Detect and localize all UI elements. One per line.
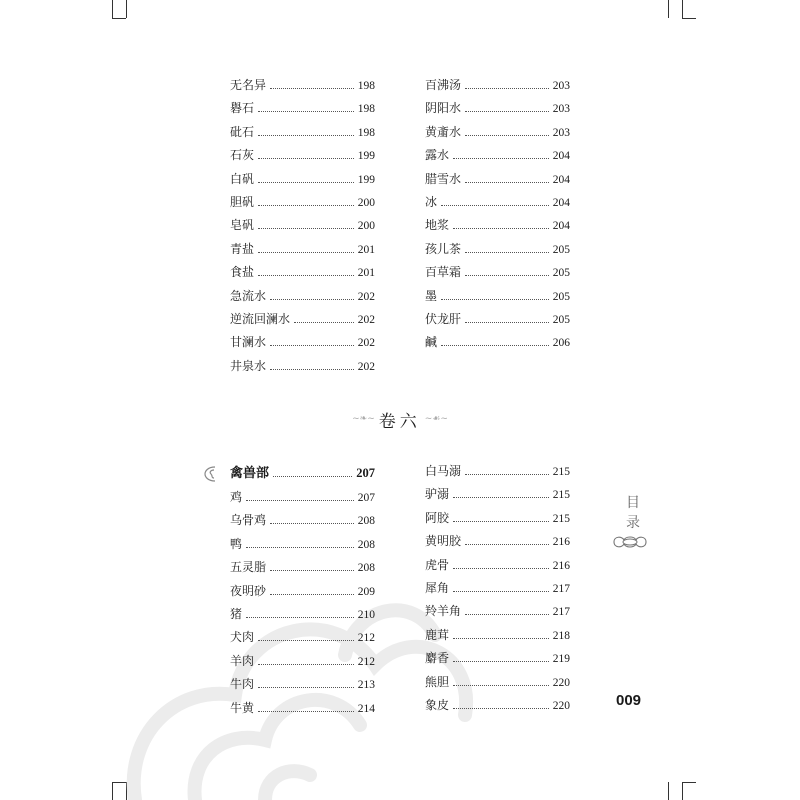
toc-entry-name: 象皮	[425, 697, 450, 712]
toc-entry-name: 熊胆	[425, 674, 450, 689]
toc-entry-page: 208	[357, 515, 375, 528]
toc-entry-name: 白马溺	[425, 464, 462, 478]
toc-entry-name: 羊肉	[230, 653, 255, 668]
toc-entry-page: 215	[552, 489, 570, 502]
toc-entry	[425, 532, 570, 555]
toc-entry-page: 204	[552, 173, 570, 186]
toc-entry-name: 腊雪水	[425, 171, 462, 186]
toc-entry-name: 犬肉	[230, 630, 255, 645]
toc-entry-page: 205	[552, 243, 570, 256]
toc-entry-page: 218	[552, 629, 570, 642]
leader-dots	[258, 182, 354, 183]
toc-entry-page: 205	[552, 267, 570, 280]
toc-entry-page: 198	[357, 80, 375, 92]
toc-entry-page: 203	[552, 80, 570, 92]
leader-dots	[258, 228, 354, 229]
toc-entry-page: 204	[552, 196, 570, 209]
toc-entry	[425, 263, 570, 286]
leader-dots	[465, 111, 549, 112]
leader-dots	[270, 299, 354, 300]
toc-column-top-right	[425, 76, 570, 357]
toc-entry-page: 198	[357, 103, 375, 116]
toc-entry	[230, 511, 375, 534]
leader-dots	[465, 252, 549, 253]
toc-entry-page: 207	[357, 492, 375, 504]
toc-entry	[425, 99, 570, 122]
leader-dots	[258, 252, 354, 253]
toc-entry-name: 伏龙肝	[425, 311, 462, 326]
toc-entry	[230, 628, 375, 651]
toc-entry-name: 五灵脂	[230, 560, 267, 575]
leader-dots	[465, 614, 549, 615]
toc-entry-page: 209	[357, 585, 375, 598]
side-ornament-icon	[610, 534, 650, 550]
toc-entry-page: 198	[357, 126, 375, 139]
leader-dots	[258, 711, 354, 712]
toc-entry-page: 203	[552, 103, 570, 116]
toc-entry-name: 鹹	[425, 335, 438, 350]
leader-dots	[270, 345, 354, 346]
toc-entry	[425, 216, 570, 239]
leader-dots	[453, 497, 549, 498]
leader-dots	[270, 369, 354, 370]
toc-entry	[230, 605, 375, 628]
toc-entry-name: 黄齑水	[425, 124, 462, 139]
toc-entry-name: 急流水	[230, 288, 267, 303]
toc-entry-name: 鹿茸	[425, 627, 450, 642]
toc-entry-page: 214	[357, 702, 375, 715]
toc-column-bottom-left	[230, 462, 375, 722]
leader-dots	[465, 544, 549, 545]
toc-entry-name: 牛黄	[230, 700, 255, 715]
toc-entry-name: 夜明砂	[230, 583, 267, 598]
leader-dots	[465, 135, 549, 136]
category-head-icon	[202, 464, 222, 484]
toc-entry-page: 201	[357, 267, 375, 280]
toc-entry-name: 青盐	[230, 241, 255, 256]
leader-dots	[453, 158, 549, 159]
toc-entry-name: 食盐	[230, 265, 255, 280]
toc-entry-name: 猪	[230, 606, 243, 621]
leader-dots	[453, 708, 549, 709]
leader-dots	[441, 299, 549, 300]
toc-entry	[230, 193, 375, 216]
toc-entry	[425, 76, 570, 99]
toc-entry-page: 206	[552, 337, 570, 350]
leader-dots	[453, 521, 549, 522]
toc-entry-page: 212	[357, 655, 375, 668]
toc-entry-page: 200	[357, 196, 375, 209]
page-number: 009	[616, 692, 642, 709]
toc-entry	[230, 558, 375, 581]
toc-entry-name: 墨	[425, 288, 438, 303]
toc-entry-page: 212	[357, 632, 375, 645]
toc-entry-name: 乌骨鸡	[230, 513, 267, 528]
toc-entry	[230, 99, 375, 122]
toc-entry-name: 无名异	[230, 78, 267, 92]
toc-entry-name: 逆流回澜水	[230, 311, 291, 326]
leader-dots	[441, 345, 549, 346]
toc-entry-name: 砒石	[230, 124, 255, 139]
leader-dots	[258, 687, 354, 688]
leader-dots	[453, 638, 549, 639]
toc-entry-page: 216	[552, 559, 570, 572]
leader-dots	[246, 617, 354, 618]
toc-entry-name: 甘澜水	[230, 335, 267, 350]
toc-entry	[230, 240, 375, 263]
section-title-text: 卷六	[378, 411, 421, 432]
toc-entry-name: 石灰	[230, 148, 255, 163]
toc-entry-name: 百沸汤	[425, 78, 462, 92]
toc-entry-name: 驴溺	[425, 487, 450, 502]
leader-dots	[258, 111, 354, 112]
toc-entry-name: 虎骨	[425, 557, 450, 572]
toc-entry-name: 百草霜	[425, 265, 462, 280]
toc-entry-name: 礜石	[230, 101, 255, 116]
toc-entry	[230, 263, 375, 286]
leader-dots	[258, 640, 354, 641]
toc-entry	[425, 287, 570, 310]
leader-dots	[453, 591, 549, 592]
leader-dots	[270, 570, 354, 571]
toc-entry-name: 孩儿茶	[425, 241, 462, 256]
leader-dots	[453, 228, 549, 229]
leader-dots	[258, 664, 354, 665]
toc-entry	[425, 579, 570, 602]
toc-entry-page: 210	[357, 608, 375, 621]
toc-entry-page: 199	[357, 173, 375, 186]
toc-entry	[230, 582, 375, 605]
leader-dots	[453, 568, 549, 569]
toc-entry	[425, 333, 570, 356]
toc-entry-name: 鸭	[230, 536, 243, 551]
toc-entry-name: 麝香	[425, 651, 450, 666]
leader-dots	[270, 88, 354, 89]
toc-entry-page: 204	[552, 150, 570, 163]
toc-entry	[425, 170, 570, 193]
toc-entry	[230, 146, 375, 169]
toc-entry	[230, 170, 375, 193]
toc-entry	[425, 310, 570, 333]
toc-entry	[230, 287, 375, 310]
leader-dots	[465, 182, 549, 183]
title-ornament-left-icon: ~❧~	[352, 414, 375, 424]
toc-entry-page: 204	[552, 220, 570, 233]
toc-entry-name: 阿胶	[425, 510, 450, 525]
toc-entry	[230, 357, 375, 380]
leader-dots	[465, 322, 549, 323]
toc-entry	[230, 333, 375, 356]
toc-entry	[425, 673, 570, 696]
leader-dots	[246, 500, 354, 501]
leader-dots	[453, 661, 549, 662]
toc-entry-page: 202	[357, 290, 375, 303]
toc-entry-page: 207	[356, 466, 375, 480]
leader-dots	[441, 205, 549, 206]
toc-entry-page: 202	[357, 337, 375, 350]
toc-entry	[230, 535, 375, 558]
toc-entry-name: 羚羊角	[425, 604, 462, 619]
toc-entry	[230, 675, 375, 698]
toc-entry-name: 冰	[425, 194, 438, 209]
toc-entry-page: 208	[357, 562, 375, 575]
toc-entry	[230, 699, 375, 722]
leader-dots	[270, 523, 354, 524]
toc-entry-page: 200	[357, 220, 375, 233]
toc-entry-name: 鸡	[230, 490, 243, 504]
toc-entry	[425, 626, 570, 649]
toc-entry	[230, 216, 375, 239]
leader-dots	[465, 275, 549, 276]
leader-dots	[273, 476, 352, 477]
toc-entry-page: 208	[357, 538, 375, 551]
title-ornament-right-icon: ~☙~	[424, 414, 448, 424]
toc-entry-name: 白矾	[230, 171, 255, 186]
leader-dots	[465, 474, 549, 475]
toc-entry	[425, 240, 570, 263]
toc-entry-page: 217	[552, 606, 570, 619]
toc-entry-name: 胆矾	[230, 194, 255, 209]
leader-dots	[258, 158, 354, 159]
toc-entry	[425, 509, 570, 532]
toc-entry-name: 黄明胶	[425, 534, 462, 549]
toc-column-top-left	[230, 76, 375, 380]
toc-entry	[230, 488, 375, 511]
toc-entry	[425, 696, 570, 719]
toc-entry	[425, 602, 570, 625]
toc-entry-page: 202	[357, 360, 375, 373]
toc-entry	[425, 193, 570, 216]
toc-entry-name: 禽兽部	[230, 466, 270, 481]
toc-entry	[230, 123, 375, 146]
toc-entry	[425, 649, 570, 672]
leader-dots	[258, 275, 354, 276]
leader-dots	[258, 135, 354, 136]
toc-entry-page: 219	[552, 653, 570, 666]
toc-entry-name: 牛肉	[230, 677, 255, 692]
toc-column-bottom-right	[425, 462, 570, 719]
toc-entry-name: 皂矾	[230, 218, 255, 233]
leader-dots	[246, 547, 354, 548]
toc-entry-page: 220	[552, 676, 570, 689]
section-title	[330, 405, 470, 433]
toc-entry-name: 井泉水	[230, 358, 267, 373]
leader-dots	[258, 205, 354, 206]
toc-entry-page: 199	[357, 150, 375, 163]
toc-category-heading	[230, 462, 375, 488]
toc-entry-page: 216	[552, 536, 570, 549]
toc-entry-page: 203	[552, 126, 570, 139]
toc-entry	[230, 652, 375, 675]
toc-entry-page: 205	[552, 290, 570, 303]
side-label-contents: 目录	[626, 495, 640, 531]
toc-entry-page: 202	[357, 313, 375, 326]
leader-dots	[270, 594, 354, 595]
leader-dots	[465, 88, 549, 89]
toc-entry-name: 阴阳水	[425, 101, 462, 116]
toc-entry-page: 217	[552, 582, 570, 595]
leader-dots	[453, 685, 549, 686]
toc-entry-name: 犀角	[425, 580, 450, 595]
toc-entry	[425, 123, 570, 146]
toc-entry	[230, 310, 375, 333]
leader-dots	[294, 322, 354, 323]
toc-entry-page: 205	[552, 313, 570, 326]
toc-entry-name: 露水	[425, 148, 450, 163]
toc-entry-page: 215	[552, 466, 570, 478]
toc-entry	[425, 485, 570, 508]
toc-entry	[230, 76, 375, 99]
toc-entry-name: 地浆	[425, 218, 450, 233]
toc-entry-page: 201	[357, 243, 375, 256]
toc-entry-page: 215	[552, 512, 570, 525]
toc-entry	[425, 556, 570, 579]
toc-entry	[425, 462, 570, 485]
toc-entry-page: 213	[357, 679, 375, 692]
toc-entry-page: 220	[552, 699, 570, 712]
toc-entry	[425, 146, 570, 169]
